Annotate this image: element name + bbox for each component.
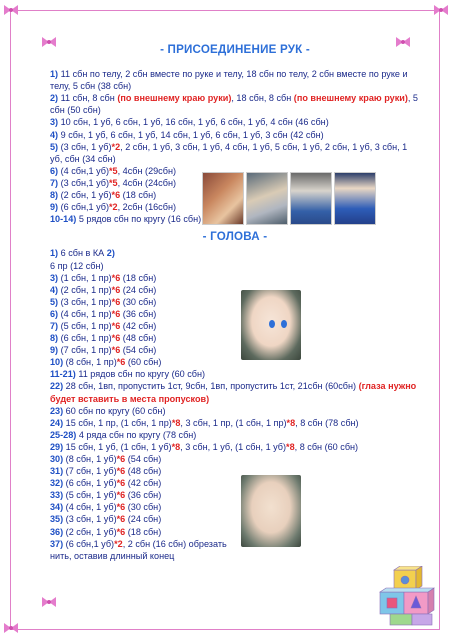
row-text: , 8 сбн (78 сбн) [295, 417, 359, 428]
pattern-row [50, 501, 235, 513]
pattern-row [50, 453, 420, 465]
row-highlight: *6 [116, 357, 126, 368]
row-text: 11 сбн по телу, 2 сбн вместе по руке и телу, 18 сбн по телу, 2 сбн вместе по руке и телу, 5 сбн (38 сбн) [50, 69, 408, 92]
row-text: (54 сбн) [120, 345, 157, 356]
pattern-row [50, 92, 420, 116]
row-highlight: *8 [286, 441, 295, 452]
row-text: (6 сбн, 1 пр) [58, 333, 112, 344]
row-number: 9) [50, 345, 59, 356]
row-number: 6) [50, 165, 59, 176]
section-head-rows [50, 247, 420, 561]
row-text: 9 сбн, 1 уб, 6 сбн, 1 уб, 14 сбн, 1 уб, 6 сбн, 1 уб, 3 сбн (42 сбн) [58, 129, 324, 140]
row-text: (2 сбн, 1 уб) [58, 190, 112, 201]
row-text: 11 рядов сбн по кругу (60 сбн) [75, 369, 206, 380]
row-number: 33) [50, 490, 64, 501]
pattern-row [50, 538, 235, 562]
row-text: (5 сбн, 1 пр) [58, 320, 112, 331]
row-text: , 2 сбн (16 сбн) обрезать нить, оставив длинный конец [50, 538, 227, 561]
row-highlight: *6 [111, 284, 121, 295]
row-highlight: *8 [286, 417, 296, 428]
row-number: 24) [50, 417, 64, 428]
head-photo [241, 290, 301, 360]
row-text: 6 сбн в КА [58, 248, 107, 259]
bow-icon [432, 4, 450, 16]
row-highlight: *8 [171, 441, 181, 452]
row-text: 11 сбн, 8 сбн [58, 93, 118, 104]
row-number: 10) [50, 357, 64, 368]
row-text: 15 сбн, 1 пр, (1 сбн, 1 пр) [63, 417, 172, 428]
row-number: 31) [50, 466, 64, 477]
pattern-row [50, 296, 235, 308]
row-text: (36 сбн) [120, 308, 157, 319]
row-highlight: *6 [111, 272, 121, 283]
row-text: 10 сбн, 1 уб, 6 сбн, 1 уб, 16 сбн, 1 уб, 6 сбн, 1 уб, 4 сбн (46 сбн) [58, 117, 329, 128]
row-number: 7) [50, 320, 59, 331]
row-text: (6 сбн, 1 уб) [63, 478, 117, 489]
row-highlight: *6 [111, 333, 121, 344]
row-highlight: *6 [111, 296, 121, 307]
row-highlight: *6 [116, 454, 126, 464]
row-text: (5 сбн, 1 уб) [63, 490, 117, 501]
row-number: 10-14) [50, 214, 77, 225]
head-photo-closed [241, 475, 301, 547]
row-number: 11-21) [50, 369, 76, 380]
pattern-row [50, 308, 235, 320]
section-title-arms: - ПРИСОЕДИНЕНИЕ РУК - [160, 43, 310, 56]
eye-dot [269, 320, 275, 328]
row-text: , 3 сбн, 1 уб, (1 сбн, 1 уб) [180, 441, 287, 452]
row-text: , 5 сбн (50 сбн) [50, 93, 418, 116]
pattern-row [50, 247, 235, 259]
row-number: 1) [50, 248, 59, 259]
row-number: 3) [50, 117, 59, 128]
section-title-head: - ГОЛОВА - [202, 230, 268, 244]
row-highlight: *6 [116, 502, 126, 513]
row-text: (18 сбн) [125, 526, 162, 537]
row-text: (2 сбн, 1 уб) [63, 526, 117, 537]
pattern-row [50, 344, 235, 356]
row-text: (42 сбн) [125, 478, 162, 489]
row-number: 2) [50, 93, 59, 104]
row-highlight: *2 [111, 141, 121, 152]
row-text: (8 сбн, 1 уб) [63, 454, 117, 464]
pattern-row [50, 441, 420, 453]
row-highlight: *6 [111, 190, 121, 201]
toy-blocks-icon [376, 566, 440, 626]
row-text: (30 сбн) [125, 502, 162, 513]
row-text: (18 сбн) [120, 272, 157, 283]
arm-photo [334, 172, 376, 225]
row-text: , 18 сбн, 8 сбн [231, 93, 294, 104]
arm-photos [202, 172, 424, 225]
pattern-row [50, 429, 420, 441]
pattern-row [50, 201, 200, 213]
pattern-row [50, 284, 235, 296]
pattern-row [50, 477, 235, 489]
row-text: , 8 сбн (60 сбн) [294, 441, 359, 452]
row-highlight: *2 [109, 202, 118, 213]
row-text: (54 сбн) [125, 454, 162, 464]
row-highlight: *5 [109, 165, 118, 176]
row-text: 6 пр (12 сбн) [50, 260, 104, 271]
row-text: (7 сбн, 1 уб) [63, 466, 117, 477]
pattern-row [50, 332, 235, 344]
row-text: (42 сбн) [120, 320, 157, 331]
row-highlight: *6 [116, 490, 126, 501]
row-highlight: *6 [116, 526, 126, 537]
bow-icon [2, 4, 20, 16]
pattern-row [50, 513, 235, 525]
pattern-row [50, 177, 200, 189]
row-text: 2) [106, 248, 115, 259]
pattern-row [50, 272, 235, 284]
row-text: , 3 сбн, 1 пр, (1 сбн, 1 пр) [180, 417, 287, 428]
row-highlight: *2 [114, 538, 123, 549]
row-text: (3 сбн, 1 уб) [63, 514, 117, 525]
pattern-row [50, 465, 420, 477]
pattern-row [50, 141, 420, 165]
pattern-row [50, 417, 420, 429]
row-highlight: (по внешнему краю руки) [293, 93, 408, 104]
pattern-row [50, 116, 420, 128]
row-text: (60 сбн) [125, 357, 162, 368]
row-text: (6 сбн,1 уб) [63, 538, 115, 549]
pattern-row [50, 260, 235, 272]
row-highlight: *6 [111, 345, 121, 356]
row-text: , 2 сбн, 1 уб, 3 сбн, 1 уб, 4 сбн, 1 уб, 5 сбн, 1 уб, 2 сбн, 1 уб, 3 сбн, 1 уб, сбн (34 сбн) [50, 141, 408, 164]
row-highlight: *5 [109, 177, 118, 188]
pattern-row [50, 526, 235, 538]
row-text: 15 сбн, 1 уб, (1 сбн, 1 уб) [63, 441, 172, 452]
row-number: 37) [50, 538, 64, 549]
row-text: (24 сбн) [125, 514, 162, 525]
row-text: (24 сбн) [120, 284, 157, 295]
pattern-content [50, 44, 420, 562]
row-text: (18 сбн) [120, 190, 157, 201]
row-number: 7) [50, 177, 59, 188]
row-text: (8 сбн, 1 пр) [63, 357, 117, 368]
pattern-row [50, 489, 235, 501]
row-text: (7 сбн, 1 пр) [58, 345, 112, 356]
row-number: 6) [50, 308, 59, 319]
row-text: (3 сбн, 1 пр) [58, 296, 112, 307]
row-text: , 2сбн (16сбн) [117, 202, 176, 213]
row-number: 30) [50, 454, 64, 464]
bow-icon [40, 596, 58, 608]
arm-photo [246, 172, 288, 225]
pattern-row [50, 165, 200, 177]
bow-icon [2, 622, 20, 634]
row-text: (3 сбн, 1 уб) [58, 141, 112, 152]
row-number: 8) [50, 190, 59, 201]
row-highlight: *6 [116, 466, 126, 477]
pattern-row [50, 320, 235, 332]
pattern-row [50, 129, 420, 141]
pattern-row [50, 68, 420, 92]
row-text: (30 сбн) [120, 296, 157, 307]
pattern-row [50, 405, 420, 417]
row-highlight: *8 [171, 417, 181, 428]
row-highlight: *6 [116, 478, 126, 489]
row-number: 4) [50, 129, 59, 140]
row-number: 22) [50, 381, 64, 392]
row-text: (36 сбн) [125, 490, 162, 501]
row-number: 36) [50, 526, 64, 537]
row-highlight: *6 [116, 514, 126, 525]
row-text: (4 сбн, 1 пр) [58, 308, 112, 319]
row-text: 28 сбн, 1вп, пропустить 1ст, 9сбн, 1вп, пропустить 1ст, 21сбн (60сбн) [63, 381, 359, 392]
row-text: (4 сбн, 1 уб) [63, 502, 117, 513]
row-text: (2 сбн, 1 пр) [58, 284, 112, 295]
row-number: 32) [50, 478, 64, 489]
row-text: , 4сбн (24сбн) [117, 177, 176, 188]
row-text: , 4сбн (29сбн) [117, 165, 176, 176]
pattern-row [50, 380, 420, 404]
row-number: 5) [50, 296, 59, 307]
arm-photo [202, 172, 244, 225]
arm-photo [290, 172, 332, 225]
row-text: (48 сбн) [125, 466, 162, 477]
row-number: 8) [50, 333, 59, 344]
pattern-row [50, 356, 235, 368]
row-text: (48 сбн) [120, 333, 157, 344]
row-highlight: *6 [111, 320, 121, 331]
row-number: 25-28) [50, 429, 77, 440]
row-highlight: *6 [111, 308, 121, 319]
row-text: 5 рядов сбн по кругу (16 сбн) [76, 214, 202, 225]
row-text: (4 сбн,1 уб) [58, 165, 110, 176]
row-number: 5) [50, 141, 59, 152]
row-highlight: (глаза нужно будет вставить в места пропусков) [50, 381, 417, 404]
row-number: 1) [50, 69, 59, 80]
row-number: 23) [50, 405, 64, 416]
row-number: 34) [50, 502, 64, 513]
row-text: (1 сбн, 1 пр) [58, 272, 112, 283]
pattern-row [50, 189, 200, 201]
row-text: (3 сбн,1 уб) [58, 177, 110, 188]
row-text: 4 ряда сбн по кругу (78 сбн) [76, 429, 197, 440]
row-text: (6 сбн,1 уб) [58, 202, 110, 213]
row-number: 9) [50, 202, 59, 213]
row-number: 29) [50, 441, 64, 452]
row-text: 60 сбн по кругу (60 сбн) [63, 405, 166, 416]
pattern-row [50, 368, 420, 380]
row-number: 35) [50, 514, 64, 525]
row-number: 4) [50, 284, 59, 295]
row-highlight: (по внешнему краю руки) [117, 93, 232, 104]
eye-dot [281, 320, 287, 328]
row-number: 3) [50, 272, 59, 283]
